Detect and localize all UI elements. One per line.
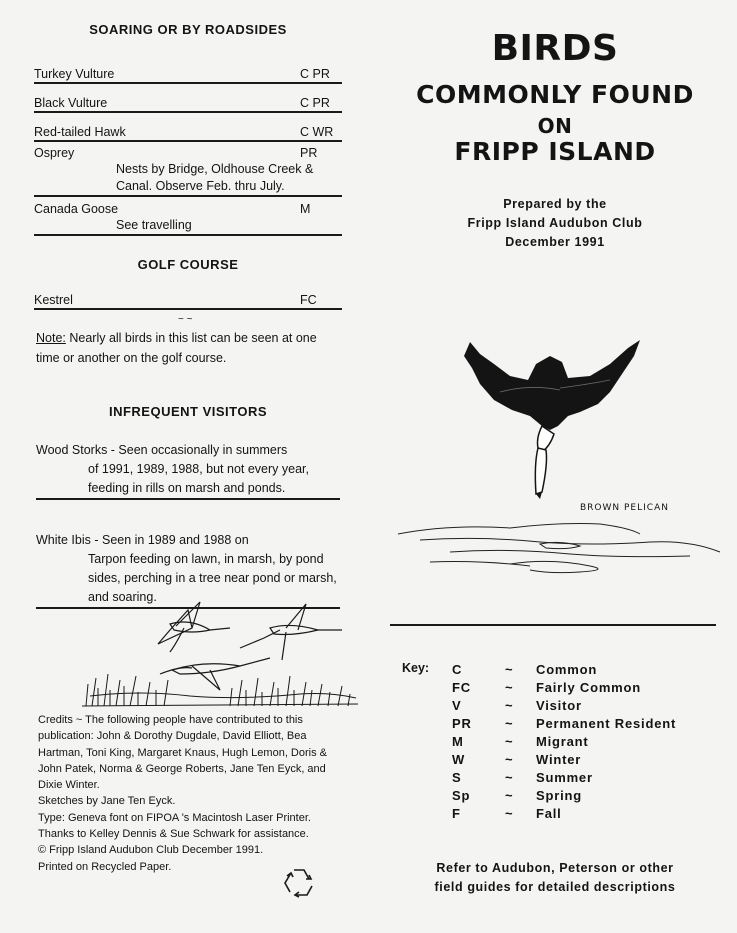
bird-note: See travelling [116,218,192,232]
visitor-entry [36,531,340,609]
bird-row [34,202,342,236]
bird-row [34,293,342,310]
prepared-by [390,195,720,252]
key-item [390,806,720,824]
bird-row [34,96,342,113]
key-meaning: Migrant [536,734,589,749]
key-meaning: Fall [536,806,562,821]
prepared-club: Fripp Island Audubon Club [467,216,643,230]
visitor-lead: Wood Storks - Seen occasionally in summers [36,443,288,457]
key-code: W [452,752,466,767]
refer-note [390,859,720,897]
credits-type: Type: Geneva font on FIPOA 's Macintosh Laser Printer. Thanks to Kelley Dennis & Sue Schwark for assistance. [38,811,311,841]
bird-row [34,146,342,197]
key-code: C [452,662,463,677]
key-item [390,698,720,716]
credits-contributors: Credits ~ The following people have contributed to this publication: John & Dorothy Dugdale, David Elliott, Bea Hartman, Toni King, Margaret Knaus, Hugh Lemon, Doris & John Patek, Norma & George Roberts, Jane Ten Eyck, and Dixie Winter. [38,714,327,792]
key-item [390,752,720,770]
key-sep: ~ [505,806,514,821]
key-code: FC [452,680,471,695]
prepared-date: December 1991 [505,235,605,249]
key-item [390,734,720,752]
key-meaning: Common [536,662,598,677]
section-heading-golf: GOLF COURSE [137,257,239,272]
key-sep: ~ [505,734,514,749]
key-sep: ~ [505,698,514,713]
refer-line: Refer to Audubon, Peterson or other [436,861,674,875]
bird-note: Nests by Bridge, Oldhouse Creek & Canal. Observe Feb. thru July. [116,162,314,193]
key-sep: ~ [505,680,514,695]
prepared-line: Prepared by the [503,197,607,211]
key-code: M [452,734,464,749]
recycle-icon [282,866,316,898]
key-item [390,680,720,698]
bird-name: Red-tailed Hawk [34,125,126,139]
bird-row [34,67,342,84]
credits-copyright: © Fripp Island Audubon Club December 1991. [38,844,264,857]
note-text: Nearly all birds in this list can be seen at one time or another on the golf course. [36,331,317,365]
visitor-detail: Tarpon feeding on lawn, in marsh, by pond sides, perching in a tree near pond or marsh, and soaring. [88,552,337,604]
credits-sketches: Sketches by Jane Ten Eyck. [38,795,176,808]
key-item [390,716,720,734]
key-code: S [452,770,462,785]
key-item [390,662,720,680]
section-heading-soaring: SOARING OR BY ROADSIDES [89,22,287,37]
key-sep: ~ [505,770,514,785]
golf-note [36,328,340,368]
bird-name: Canada Goose [34,202,119,216]
title-commonly-found: COMMONLY FOUND [416,80,694,109]
key-code: F [452,806,461,821]
illustration-caption: BROWN PELICAN [580,503,669,513]
key-meaning: Summer [536,770,593,785]
refer-line: field guides for detailed descriptions [434,880,676,894]
brown-pelican-illustration [450,334,650,499]
title-birds: BIRDS [491,28,619,69]
visitor-entry [36,441,340,500]
title-on: ON [537,114,573,138]
visitor-lead: White Ibis - Seen in 1989 and 1988 on [36,533,249,547]
key-divider [390,624,716,626]
bird-name: Osprey [34,146,75,160]
key-meaning: Permanent Resident [536,716,677,731]
key-meaning: Spring [536,788,582,803]
shoreline-sketch [390,512,725,588]
bird-code: M [300,202,311,216]
key-sep: ~ [505,716,514,731]
bird-name: Turkey Vulture [34,67,115,81]
section-heading-infrequent: INFREQUENT VISITORS [108,404,268,419]
key-item [390,770,720,788]
key-sep: ~ [505,662,514,677]
key-meaning: Visitor [536,698,582,713]
credits-block [38,712,338,875]
bird-code: PR [300,146,318,160]
key-meaning: Fairly Common [536,680,642,695]
bird-name: Black Vulture [34,96,108,110]
bird-name: Kestrel [34,293,73,307]
bird-code: C WR [300,125,334,139]
key-code: PR [452,716,472,731]
divider-tilde: ~ ~ [178,314,193,325]
key-sep: ~ [505,788,514,803]
key-label: Key: [402,661,430,675]
key-code: Sp [452,788,471,803]
key-sep: ~ [505,752,514,767]
bird-code: C PR [300,67,330,81]
key-item [390,788,720,806]
note-label: Note: [36,331,66,345]
bird-code: FC [300,293,317,307]
credits-recycled: Printed on Recycled Paper. [38,860,172,873]
title-fripp-island: FRIPP ISLAND [454,137,656,166]
flying-egrets-sketch [80,600,360,712]
key-code: V [452,698,462,713]
key-meaning: Winter [536,752,582,767]
bird-code: C PR [300,96,330,110]
visitor-detail: of 1991, 1989, 1988, but not every year, feeding in rills on marsh and ponds. [88,462,309,495]
bird-row [34,125,342,142]
